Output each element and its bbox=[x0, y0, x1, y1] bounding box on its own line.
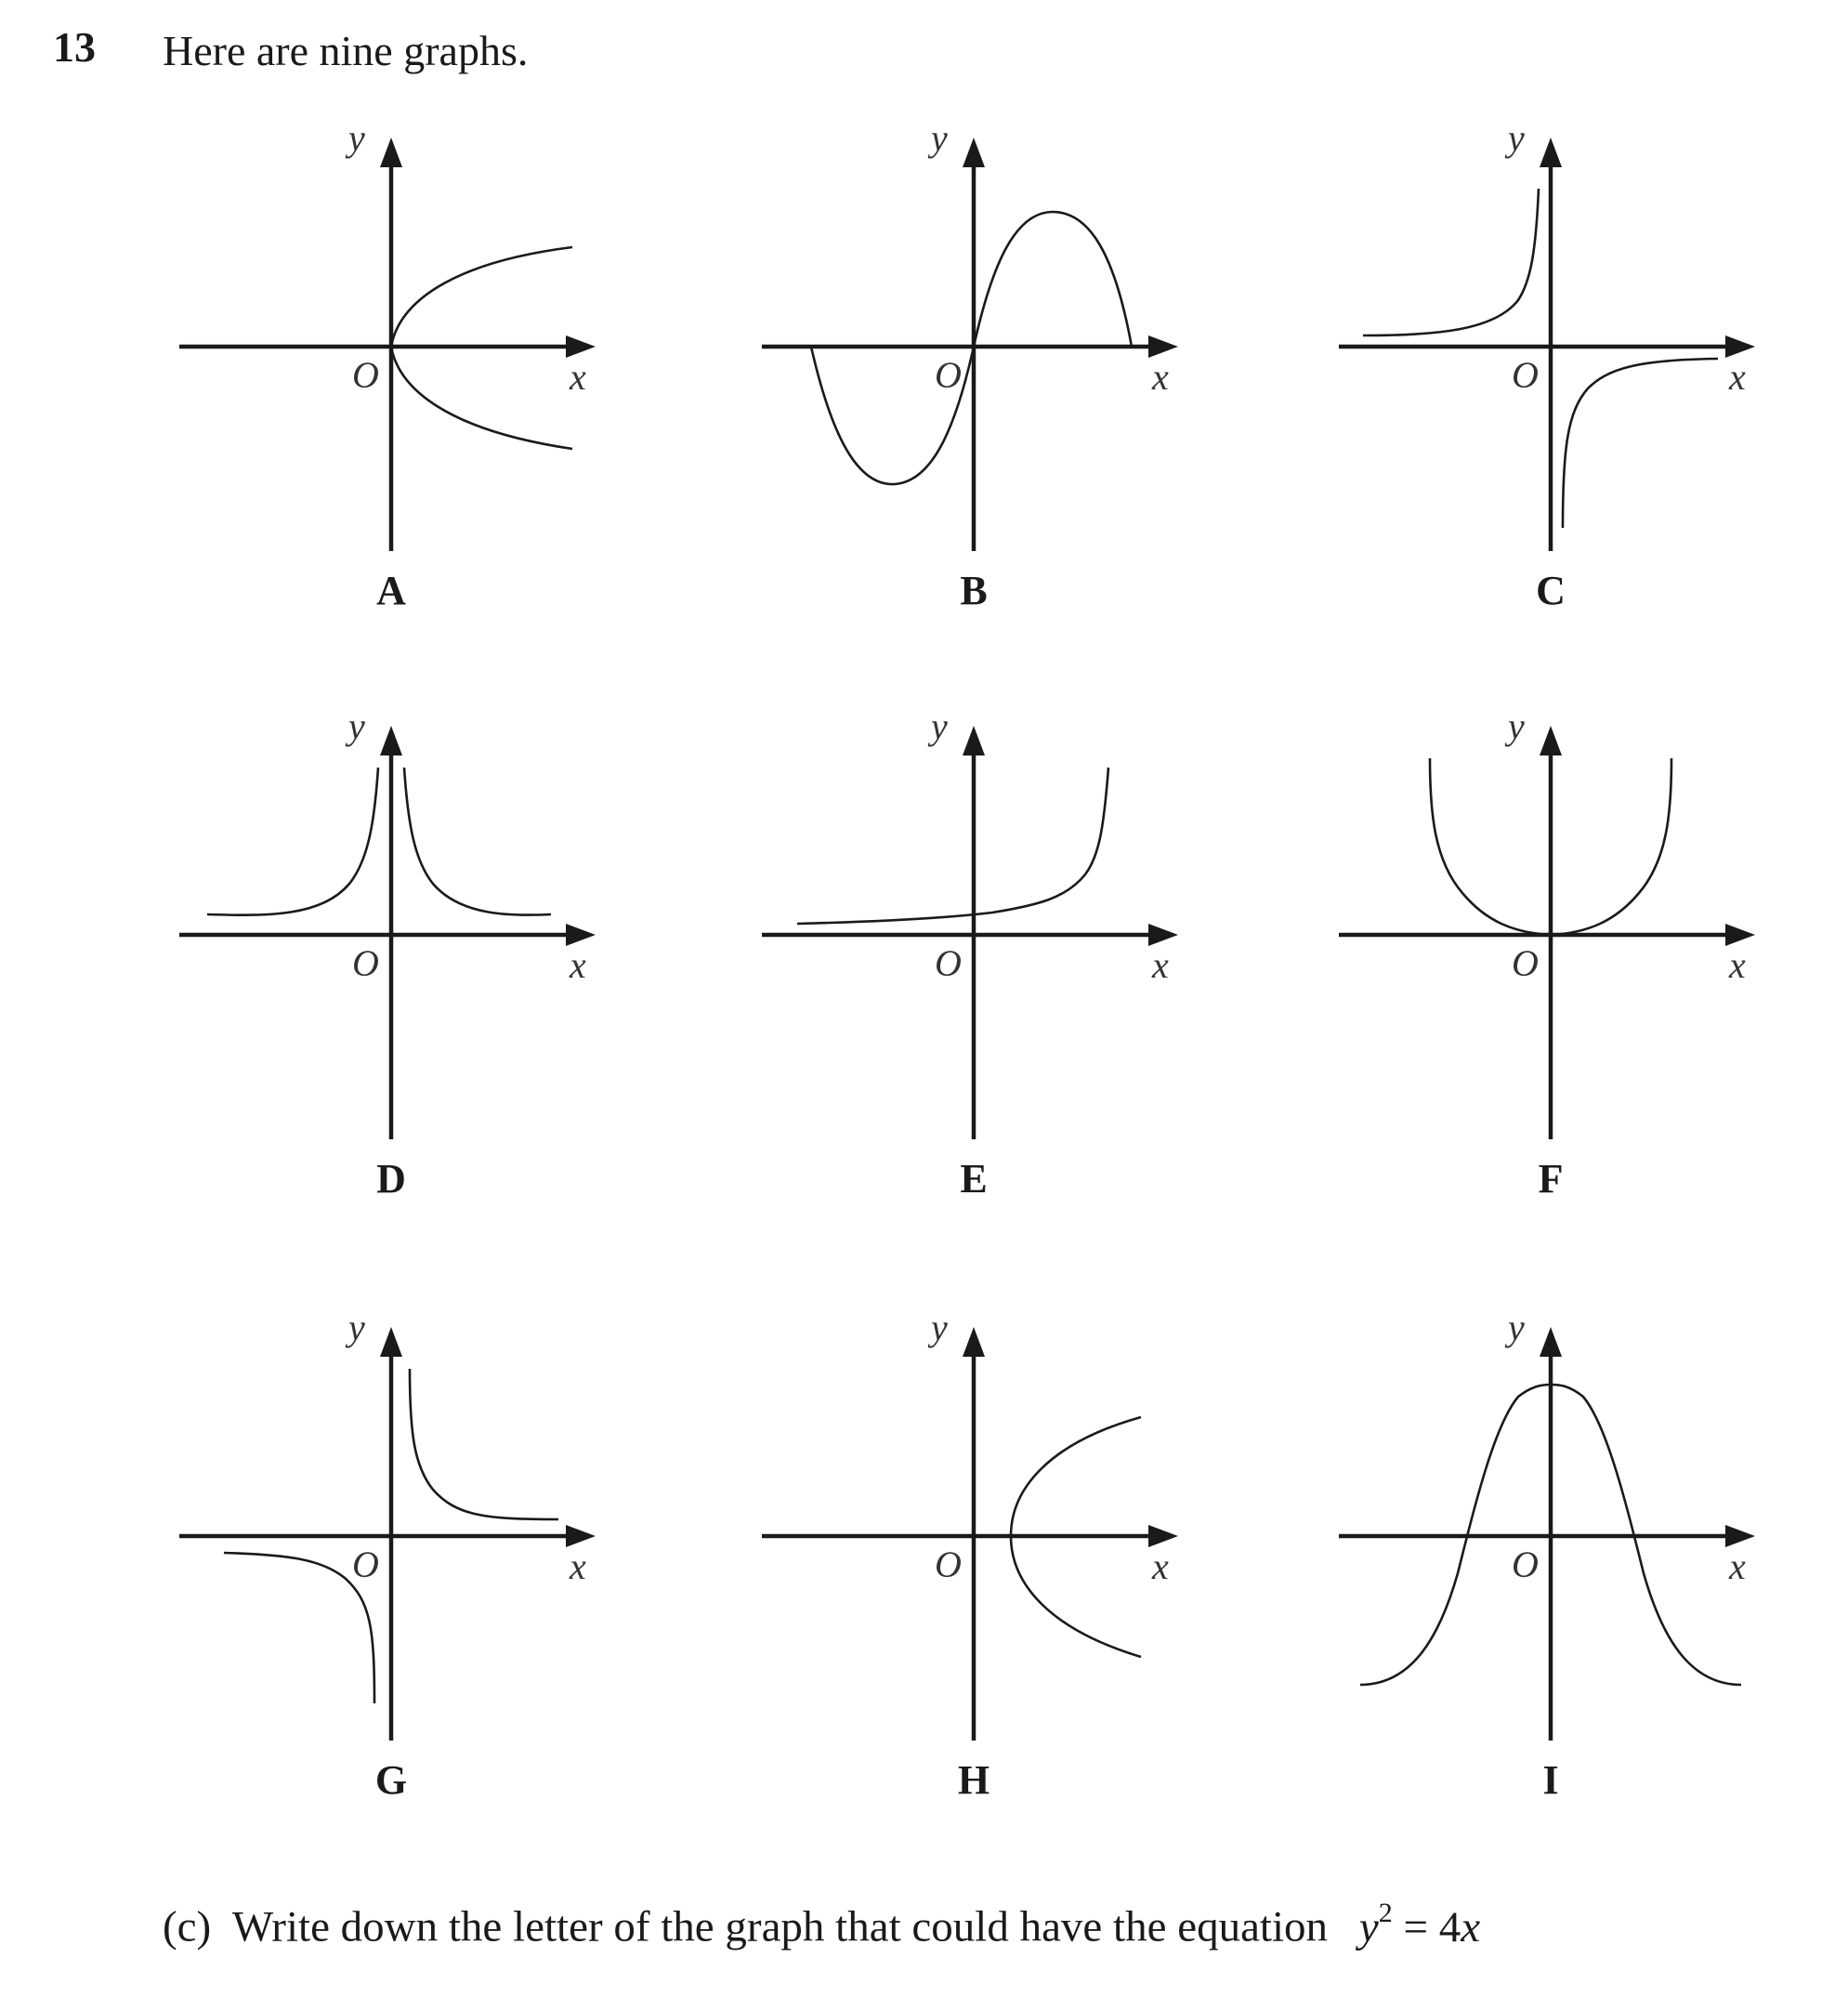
curve-e-1 bbox=[797, 768, 1108, 924]
y-axis-label: y bbox=[1508, 705, 1525, 747]
origin-label: O bbox=[352, 1544, 379, 1585]
x-axis-label: x bbox=[1729, 1545, 1746, 1587]
x-axis-label: x bbox=[570, 944, 586, 986]
x-axis-arrow-icon bbox=[1148, 335, 1178, 358]
graph-d bbox=[179, 705, 596, 1202]
graph-a bbox=[179, 117, 596, 613]
curve-a-1 bbox=[391, 247, 572, 347]
curve-c-1 bbox=[1363, 189, 1539, 335]
x-axis-arrow-icon bbox=[566, 335, 596, 358]
origin-label: O bbox=[352, 942, 379, 984]
x-axis-label: x bbox=[1729, 944, 1746, 986]
x-axis-arrow-icon bbox=[1725, 924, 1755, 946]
graph-letter: A bbox=[376, 568, 406, 613]
graph-c bbox=[1339, 117, 1755, 613]
y-axis-arrow-icon bbox=[380, 726, 402, 755]
x-axis-label: x bbox=[1152, 944, 1169, 986]
origin-label: O bbox=[935, 354, 962, 396]
curve-d-2 bbox=[404, 768, 551, 915]
graph-letter: G bbox=[374, 1757, 408, 1803]
y-axis-arrow-icon bbox=[963, 726, 985, 755]
graph-g bbox=[179, 1307, 596, 1803]
y-axis-label: y bbox=[348, 1307, 365, 1348]
origin-label: O bbox=[352, 354, 379, 396]
graph-b bbox=[762, 117, 1178, 613]
x-axis-label: x bbox=[570, 1545, 586, 1587]
graph-letter: H bbox=[957, 1757, 990, 1803]
x-axis-arrow-icon bbox=[1148, 924, 1178, 946]
equation-x: x bbox=[1461, 1902, 1481, 1951]
y-axis-arrow-icon bbox=[1540, 138, 1562, 167]
graph-letter: B bbox=[960, 568, 988, 613]
graph-letter: E bbox=[960, 1156, 988, 1202]
x-axis-label: x bbox=[1729, 356, 1746, 398]
graph-letter: F bbox=[1538, 1156, 1564, 1202]
curve-h-2 bbox=[1011, 1536, 1141, 1657]
x-axis-label: x bbox=[1152, 356, 1169, 398]
y-axis-arrow-icon bbox=[380, 1327, 402, 1357]
y-axis-label: y bbox=[931, 117, 948, 159]
graph-letter: C bbox=[1536, 568, 1566, 613]
part-c-question bbox=[163, 1898, 1481, 1951]
graph-i bbox=[1339, 1307, 1755, 1803]
y-axis-arrow-icon bbox=[1540, 1327, 1562, 1357]
x-axis-arrow-icon bbox=[1725, 1525, 1755, 1547]
y-axis-label: y bbox=[348, 705, 365, 747]
y-axis-arrow-icon bbox=[963, 138, 985, 167]
y-axis-label: y bbox=[348, 117, 365, 159]
x-axis-arrow-icon bbox=[1725, 335, 1755, 358]
curve-a-2 bbox=[391, 347, 572, 449]
equation-y: y bbox=[1358, 1902, 1379, 1951]
curve-c-2 bbox=[1563, 359, 1718, 528]
x-axis-arrow-icon bbox=[566, 924, 596, 946]
y-axis-arrow-icon bbox=[1540, 726, 1562, 755]
origin-label: O bbox=[1512, 942, 1539, 984]
y-axis-arrow-icon bbox=[380, 138, 402, 167]
curve-d-1 bbox=[207, 768, 378, 915]
part-c-equation bbox=[1358, 1898, 1481, 1951]
curve-h-1 bbox=[1011, 1417, 1141, 1536]
x-axis-label: x bbox=[1152, 1545, 1169, 1587]
y-axis-label: y bbox=[1508, 117, 1525, 159]
y-axis-label: y bbox=[931, 705, 948, 747]
origin-label: O bbox=[935, 942, 962, 984]
y-axis-label: y bbox=[1508, 1307, 1525, 1348]
curve-g-1 bbox=[410, 1369, 558, 1519]
equation-exponent: 2 bbox=[1378, 1898, 1393, 1928]
graph-e bbox=[762, 705, 1178, 1202]
x-axis-arrow-icon bbox=[566, 1525, 596, 1547]
origin-label: O bbox=[1512, 1544, 1539, 1585]
graph-letter: D bbox=[376, 1156, 406, 1202]
origin-label: O bbox=[935, 1544, 962, 1585]
part-c-text: Write down the letter of the graph that could have the equation bbox=[231, 1902, 1329, 1951]
equation-rest: = 4 bbox=[1392, 1902, 1461, 1951]
x-axis-arrow-icon bbox=[1148, 1525, 1178, 1547]
graph-f bbox=[1339, 705, 1755, 1202]
x-axis-label: x bbox=[570, 356, 586, 398]
y-axis-label: y bbox=[931, 1307, 948, 1348]
graph-letter: I bbox=[1542, 1757, 1559, 1803]
graph-h bbox=[762, 1307, 1178, 1803]
y-axis-arrow-icon bbox=[963, 1327, 985, 1357]
question-intro: Here are nine graphs. bbox=[163, 27, 529, 74]
part-c-label: (c) bbox=[163, 1902, 212, 1951]
question-number: 13 bbox=[53, 23, 96, 71]
origin-label: O bbox=[1512, 354, 1539, 396]
